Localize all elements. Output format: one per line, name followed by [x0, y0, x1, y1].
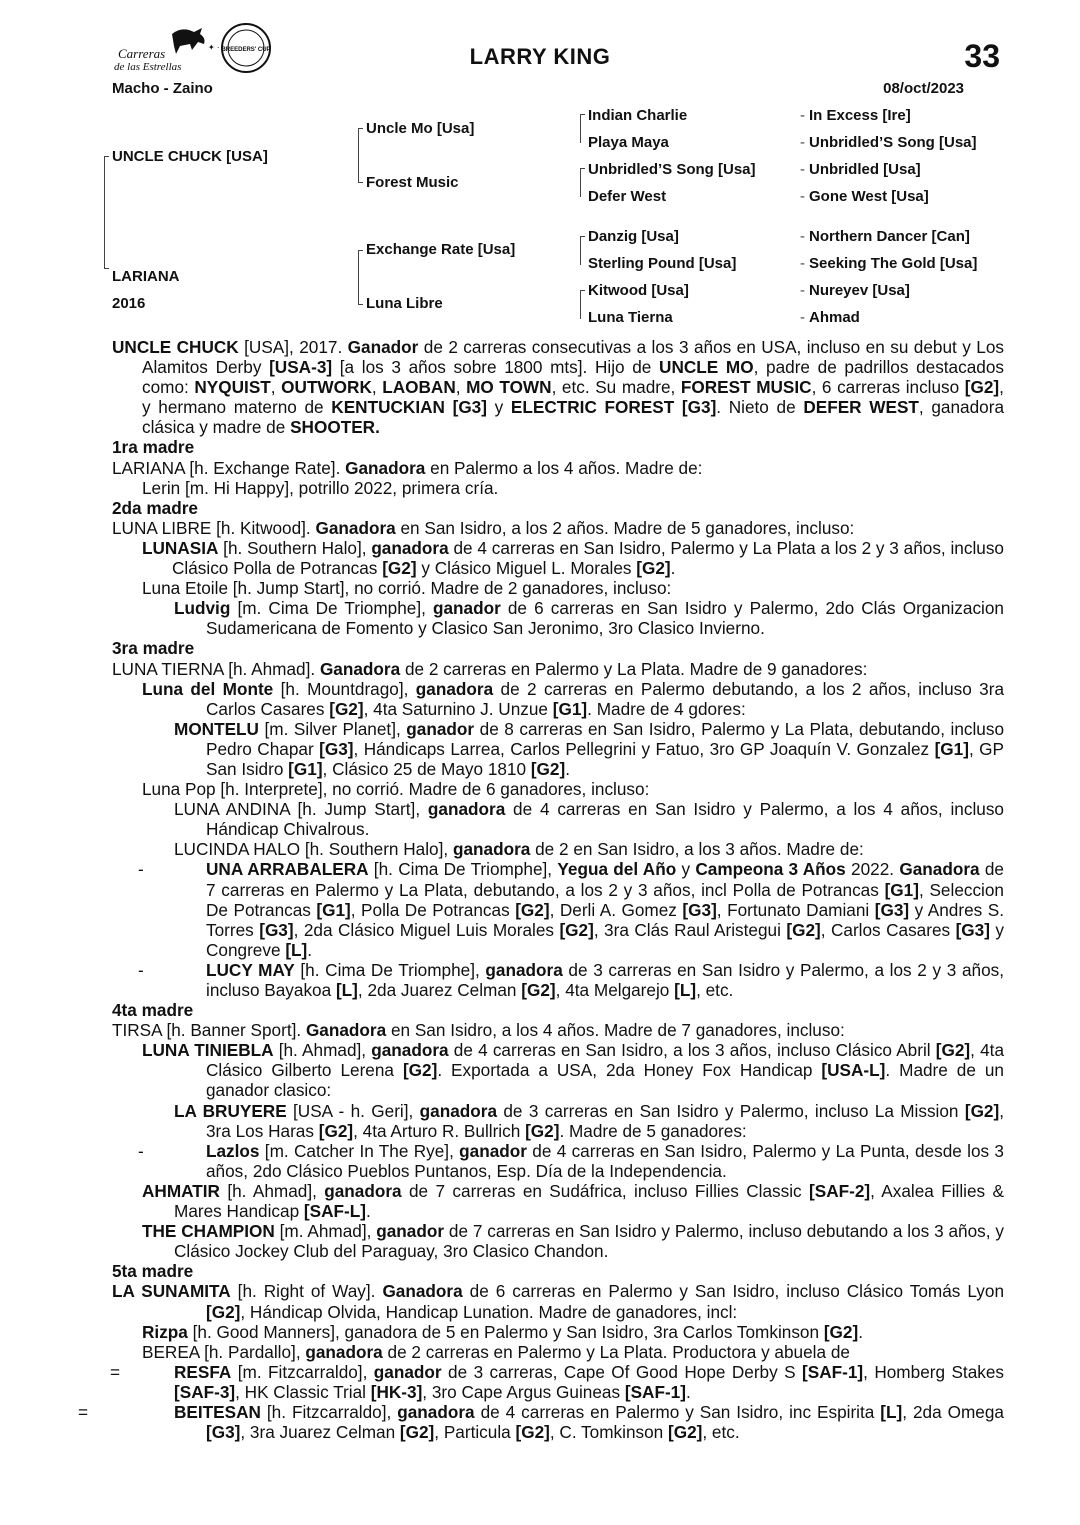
- produce-luna-pop: Luna Pop [h. Interprete], no corrió. Madre de 6 ganadores, incluso:: [142, 779, 650, 800]
- gen4-1: - In Excess [Ire]: [800, 107, 911, 124]
- gen3-6: Sterling Pound [Usa]: [588, 255, 737, 272]
- gen3-2: Playa Maya: [588, 134, 669, 151]
- produce-lunasia: LUNASIA [h. Southern Halo], ganadora de 4 carreras en San Isidro, Palermo y La Plata a los 2 y 3 años, incluso Clásico Polla de Potrancas [G2] y Clásico Miguel L. Morales [G2].: [142, 537, 1004, 579]
- produce-ahmatir: AHMATIR [h. Ahmad], ganadora de 7 carreras en Sudáfrica, incluso Fillies Classic [SAF-2], Axalea Fillies & Mares Handicap [SAF-L].: [142, 1180, 1004, 1222]
- sire-dam: Forest Music: [366, 174, 459, 191]
- produce-luna-del-monte: Luna del Monte [h. Mountdrago], ganadora de 2 carreras en Palermo debutando, a los 2 años, incluso 3ra Carlos Casares [G2], 4ta Saturnino J. Unzue [G1]. Madre de 4 gdores:: [142, 678, 1004, 719]
- produce-beitesan: = BEITESAN [h. Fitzcarraldo], ganadora de 4 carreras en Palermo y San Isidro, inc Espirita [L], 2da Omega [G3], 3ra Juarez Celman [G2], Particula [G2], C. Tomkinson [G2], etc.: [78, 1401, 1004, 1443]
- dam-year: 2016: [112, 295, 146, 312]
- produce-lucinda-halo: LUCINDA HALO [h. Southern Halo], ganadora de 2 en San Isidro, a los 3 años. Madre de:: [174, 839, 864, 860]
- produce-la-bruyere: LA BRUYERE [USA - h. Geri], ganadora de 3 carreras en San Isidro y Palermo, incluso La Mission [G2], 3ra Los Haras [G2], 4ta Arturo R. Bullrich [G2]. Madre de 5 ganadores:: [174, 1100, 1004, 1141]
- gen3-8: Luna Tierna: [588, 309, 673, 326]
- section-3ra-madre: 3ra madre: [112, 638, 195, 659]
- badge-text: BREEDERS' CUP: [221, 47, 271, 53]
- gen4-8: - Ahmad: [800, 309, 860, 326]
- produce-ludvig: Ludvig [m. Cima De Triomphe], ganador de 6 carreras en San Isidro y Palermo, 2do Clás Organizacion Sudamericana de Fomento y Clasico San Jeronimo, 3ro Clasico Invierno.: [174, 598, 1004, 639]
- first-dam-produce: Lerin [m. Hi Happy], potrillo 2022, primera cría.: [142, 477, 499, 498]
- gen3-3: Unbridled’S Song [Usa]: [588, 161, 756, 178]
- gen3-1: Indian Charlie: [588, 107, 688, 124]
- produce-montelu: MONTELU [m. Silver Planet], ganador de 8 carreras en San Isidro, Palermo y La Plata, debutando, incluso Pedro Chapar [G3], Hándicaps Larrea, Carlos Pellegrini y Fatuo, 3ro GP Joaquín V. Gonzalez [G1], GP San Isidro [G1], Clásico 25 de Mayo 1810 [G2].: [174, 718, 1005, 779]
- gen4-4: - Gone West [Usa]: [800, 188, 929, 205]
- produce-una-arrabalera: - UNA ARRABALERA [h. Cima De Triomphe], Yegua del Año y Campeona 3 Años 2022. Ganadora de 7 carreras en Palermo y La Plata, debutando, a los 2 y 3 años, incl Polla de Potrancas [G1], Seleccion De Potrancas [G1], Polla De Potrancas [G2], Derli A. Gomez [G3], Fortunato Damiani [G3] y Andres S. Torres [G3], 2da Clásico Miguel Luis Morales [G2], 3ra Clás Raul Aristegui [G2], Carlos Casares [G3] y Congreve [L].: [138, 859, 1004, 960]
- fourth-dam: TIRSA [h. Banner Sport]. Ganadora en San Isidro, a los 4 años. Madre de 7 ganadores, incluso:: [112, 1020, 845, 1041]
- section-4ta-madre: 4ta madre: [112, 1000, 194, 1021]
- section-1ra-madre: 1ra madre: [112, 437, 195, 458]
- produce-luna-andina: LUNA ANDINA [h. Jump Start], ganadora de 4 carreras en San Isidro y Palermo, a los 4 años, incluso Hándicap Chivalrous.: [174, 799, 1004, 840]
- dam: LARIANA: [112, 268, 180, 285]
- fifth-dam: LA SUNAMITA [h. Right of Way]. Ganadora de 6 carreras en Palermo y San Isidro, incluso Clásico Tomás Lyon [G2], Hándicap Olvida, Handicap Lunation. Madre de ganadores, incl:: [112, 1281, 1004, 1322]
- sex-coat: Macho - Zaino: [112, 80, 213, 97]
- gen4-6: - Seeking The Gold [Usa]: [800, 255, 978, 272]
- gen3-5: Danzig [Usa]: [588, 228, 679, 245]
- dam-dam: Luna Libre: [366, 295, 443, 312]
- produce-berea: BEREA [h. Pardallo], ganadora de 2 carreras en Palermo y La Plata. Productora y abuela de: [142, 1341, 850, 1362]
- lot-number: 33: [964, 38, 1000, 74]
- produce-lucy-may: - LUCY MAY [h. Cima De Triomphe], ganadora de 3 carreras en San Isidro y Palermo, a los 2 y 3 años, incluso Bayakoa [L], 2da Juarez Celman [G2], 4ta Melgarejo [L], etc.: [138, 959, 1005, 1000]
- gen3-7: Kitwood [Usa]: [588, 282, 689, 299]
- sale-date: 08/oct/2023: [883, 80, 964, 97]
- sire-paragraph: UNCLE CHUCK [USA], 2017. Ganador de 2 carreras consecutivas a los 3 años en USA, incluso en su debut y Los Alamitos Derby [USA-3] [a los 3 años sobre 1800 mts]. Hijo de UNCLE MO, padre de padrillos destacados como: NYQUIST, OUTWORK, LAOBAN, MO TOWN, etc. Su madre, FOREST MUSIC, 6 carreras incluso [G2], y hermano materno de KENTUCKIAN [G3] y ELECTRIC FOREST [G3]. Nieto de DEFER WEST, ganadora clásica y madre de SHOOTER.: [112, 337, 1005, 438]
- gen3-4: Defer West: [588, 188, 667, 205]
- gen4-2: - Unbridled’S Song [Usa]: [800, 134, 977, 151]
- gen4-7: - Nureyev [Usa]: [800, 282, 910, 299]
- third-dam: LUNA TIERNA [h. Ahmad]. Ganadora de 2 carreras en Palermo y La Plata. Madre de 9 ganadores:: [112, 658, 868, 679]
- horse-name: LARRY KING: [469, 44, 611, 69]
- gen4-3: - Unbridled [Usa]: [800, 161, 921, 178]
- produce-luna-etoile: Luna Etoile [h. Jump Start], no corrió. Madre de 2 ganadores, incluso:: [142, 578, 672, 599]
- first-dam: LARIANA [h. Exchange Rate]. Ganadora en Palermo a los 4 años. Madre de:: [112, 457, 703, 478]
- catalog-body: [78, 337, 1005, 1443]
- dam-sire: Exchange Rate [Usa]: [366, 241, 516, 258]
- sire: UNCLE CHUCK [USA]: [112, 148, 268, 165]
- produce-resfa: = RESFA [m. Fitzcarraldo], ganador de 3 carreras, Cape Of Good Hope Derby S [SAF-1], Homberg Stakes [SAF-3], HK Classic Trial [HK-3], 3ro Cape Argus Guineas [SAF-1].: [110, 1361, 1004, 1402]
- svg-text:✦ ·: ✦ ·: [208, 43, 220, 52]
- produce-rizpa: Rizpa [h. Good Manners], ganadora de 5 en Palermo y San Isidro, 3ra Carlos Tomkinson [G2].: [142, 1321, 863, 1342]
- produce-lazlos: - Lazlos [m. Catcher In The Rye], ganador de 4 carreras en San Isidro, Palermo y La Punta, desde los 3 años, 2do Clásico Pueblos Puntanos, Esp. Día de la Independencia.: [138, 1140, 1004, 1181]
- second-dam: LUNA LIBRE [h. Kitwood]. Ganadora en San Isidro, a los 2 años. Madre de 5 ganadores, incluso:: [112, 517, 855, 538]
- section-2da-madre: 2da madre: [112, 497, 198, 518]
- logo-text-1: Carreras: [118, 46, 166, 61]
- produce-luna-tiniebla: LUNA TINIEBLA [h. Ahmad], ganadora de 4 carreras en San Isidro, a los 3 años, incluso Clásico Abril [G2], 4ta Clásico Gilberto Lerena [G2]. Exportada a USA, 2da Honey Fox Handicap [USA-L]. Madre de un ganador clasico:: [142, 1040, 1005, 1101]
- sire-sire: Uncle Mo [Usa]: [366, 120, 475, 137]
- logo-text-2: de las Estrellas: [114, 61, 182, 73]
- gen4-5: - Northern Dancer [Can]: [800, 228, 970, 245]
- produce-the-champion: THE CHAMPION [m. Ahmad], ganador de 7 carreras en San Isidro y Palermo, incluso debutando a los 3 años, y Clásico Jockey Club del Paraguay, 3ro Clasico Chandon.: [142, 1221, 1004, 1262]
- section-5ta-madre: 5ta madre: [112, 1261, 194, 1282]
